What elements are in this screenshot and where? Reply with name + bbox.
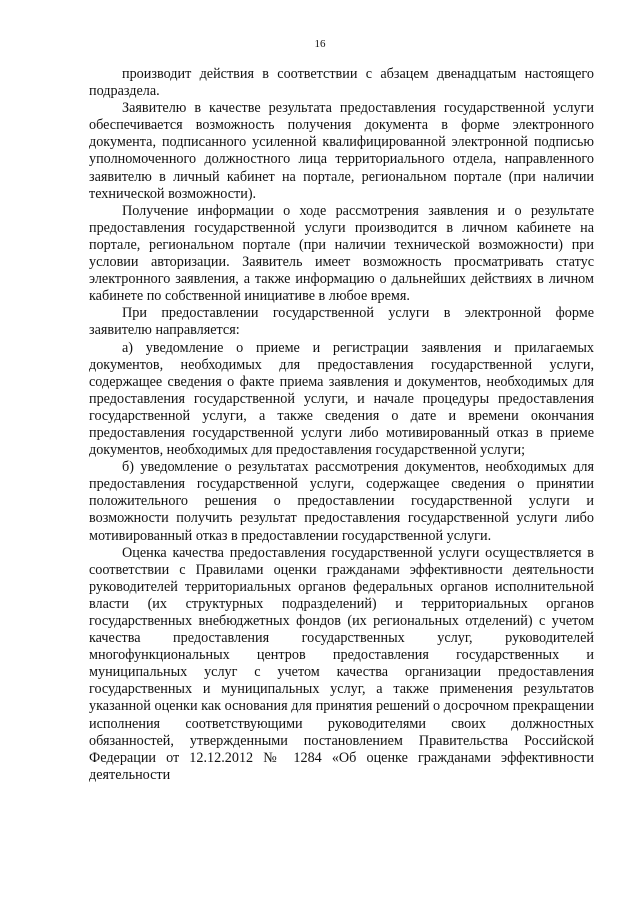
paragraph-status-info: Получение информации о ходе рассмотрения заявления и о результате предоставления государственной услуги производится в личном кабинете на портале, региональном портале (при наличии технической возможности) при условии авторизации. Заявитель имеет возможность просматривать статус электронного заявления, а также информацию о дальнейших действиях в личном кабинете по собственной инициативе в любое время.	[89, 202, 594, 305]
paragraph-item-a: а) уведомление о приеме и регистрации заявления и прилагаемых документов, необходимых для предоставления государственной услуги, содержащее сведения о факте приема заявления и документов, необходимых для предоставления государственной услуги, и начале процедуры предоставления государственной услуги, а также сведения о дате и времени окончания предоставления государственной услуги либо мотивированный отказ в приеме документов, необходимых для предоставления государственной услуги;	[89, 339, 594, 459]
paragraph-item-b: б) уведомление о результатах рассмотрения документов, необходимых для предоставления государственной услуги, содержащее сведения о принятии положительного решения о предоставлении государственной услуги и возможности получить результат предоставления государственной услуги либо мотивированный отказ в предоставлении государственной услуги.	[89, 459, 594, 544]
paragraph-continuation: производит действия в соответствии с абзацем двенадцатым настоящего подраздела.	[89, 66, 594, 100]
document-body	[89, 66, 594, 784]
paragraph-quality-assessment: Оценка качества предоставления государственной услуги осуществляется в соответствии с Правилами оценки гражданами эффективности деятельности руководителей территориальных органов федеральных органов исполнительной власти (их структурных подразделений) и территориальных органов государственных внебюджетных фондов (их региональных отделений) с учетом качества предоставления государственных услуг, руководителей многофункциональных центров предоставления государственных и муниципальных услуг с учетом качества организации предоставления государственных и муниципальных услуг, а также применения результатов указанной оценки как основания для принятия решений о досрочном прекращении исполнения соответствующими руководителями своих должностных обязанностей, утвержденными постановлением Правительства Российской Федерации от 12.12.2012 № 1284 «Об оценке гражданами эффективности деятельности	[89, 544, 594, 783]
paragraph-notifications-intro: При предоставлении государственной услуги в электронной форме заявителю направляется:	[89, 305, 594, 339]
page-number: 16	[314, 38, 326, 50]
paragraph-result-document: Заявителю в качестве результата предоставления государственной услуги обеспечивается возможность получения документа в форме электронного документа, подписанного усиленной квалифицированной электронной подписью уполномоченного должностного лица территориального отдела, направленного заявителю в личный кабинет на портале, региональном портале (при наличии технической возможности).	[89, 100, 594, 202]
